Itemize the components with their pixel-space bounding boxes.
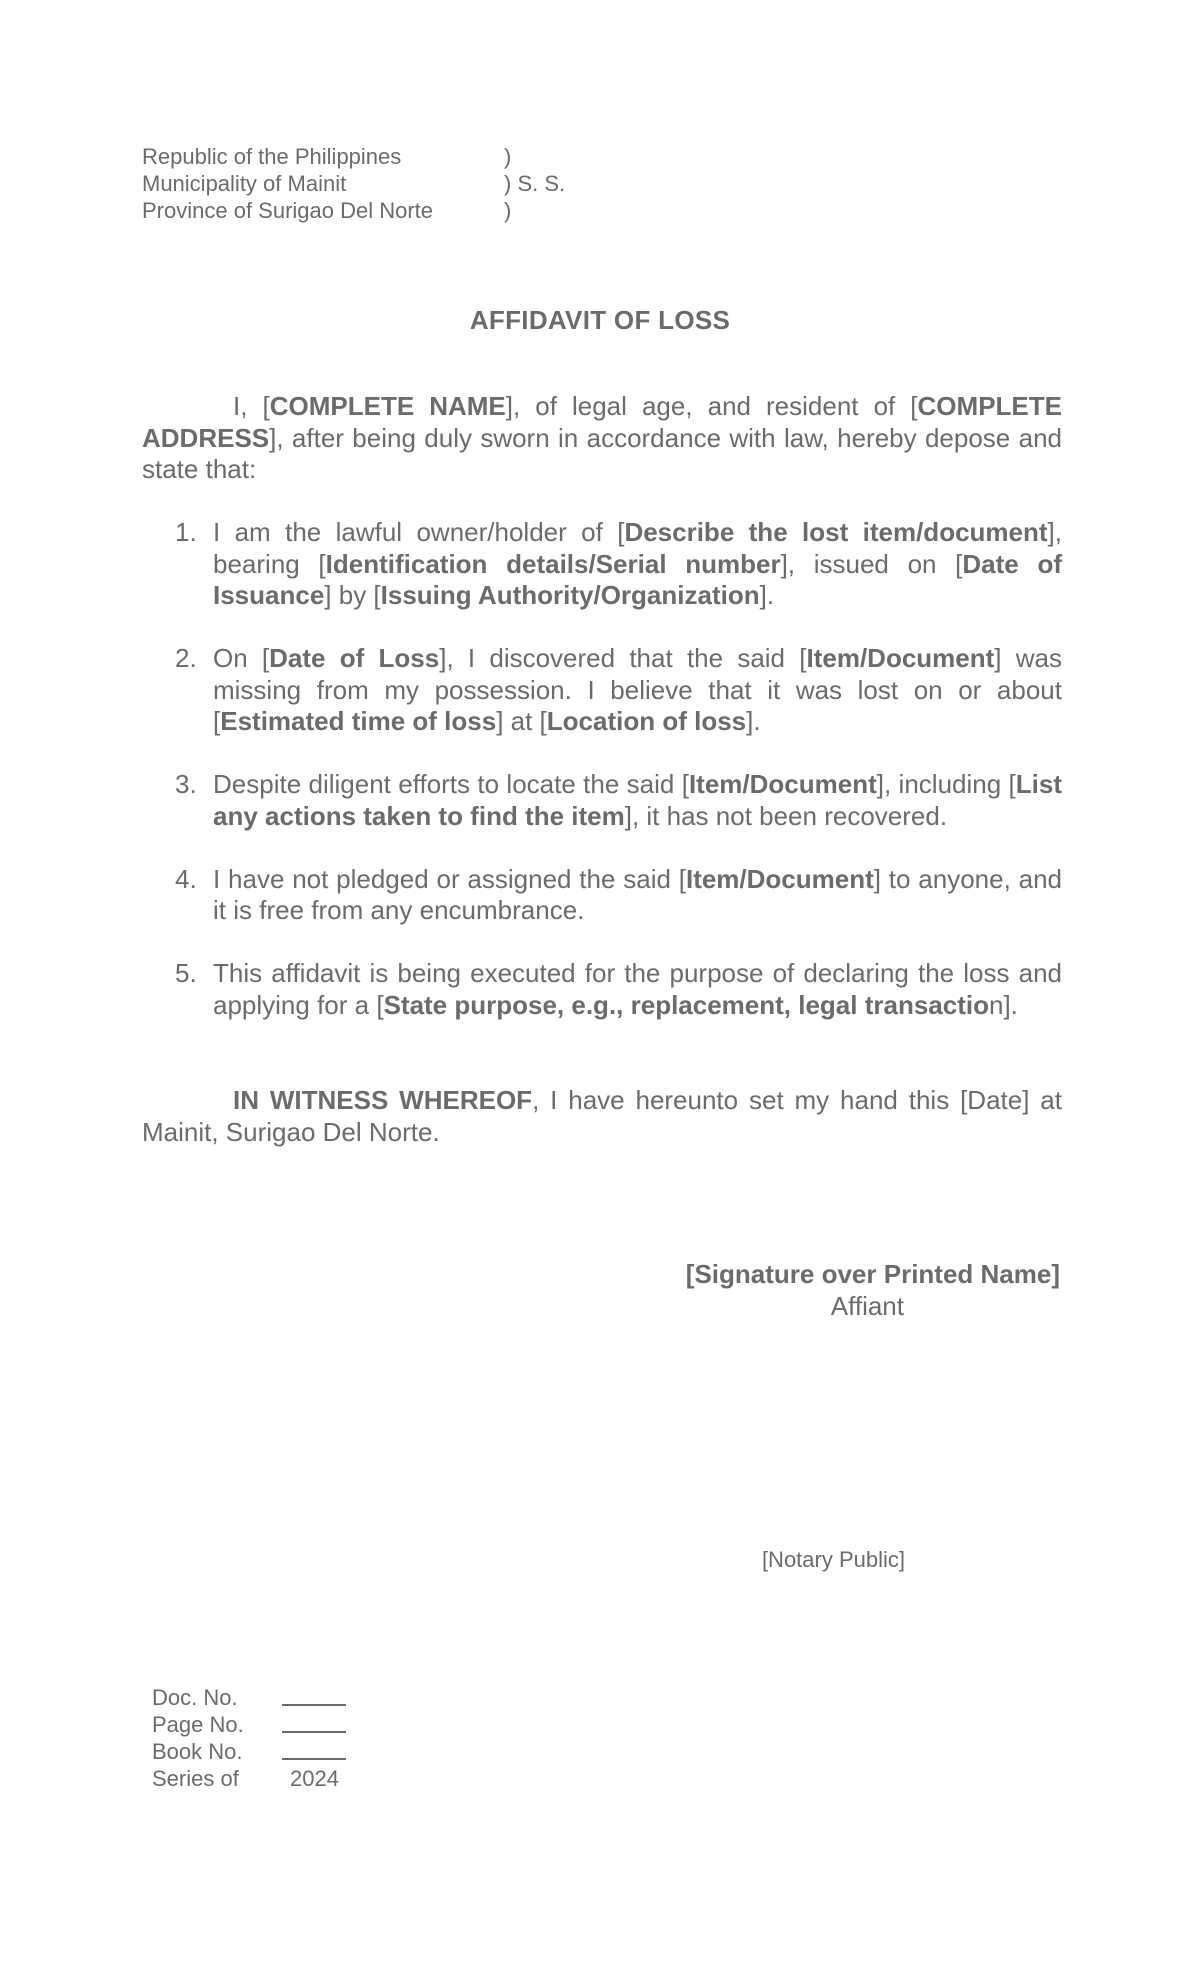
item-placeholder: Issuing Authority/Organization <box>380 580 760 610</box>
intro-paragraph <box>142 391 1062 486</box>
item-text: ], including [ <box>876 769 1016 799</box>
book-no-row <box>152 1738 346 1765</box>
item-placeholder: Estimated time of loss <box>220 706 497 736</box>
item-number: 2. <box>175 643 197 673</box>
venue-mark-ss: ) S. S. <box>504 171 566 196</box>
item-text: ], issued on [ <box>780 548 963 579</box>
item-text: On [ <box>213 643 270 673</box>
item-text: ] by [ <box>324 580 381 610</box>
signature-block <box>600 1259 1060 1322</box>
venue-mark: ) <box>504 144 512 169</box>
item-placeholder: Date of Issuance <box>213 548 1062 610</box>
statement-item <box>142 864 1062 927</box>
address-placeholder: COMPLETE ADDRESS <box>142 391 1062 453</box>
affiant-label: Affiant <box>830 1290 904 1321</box>
item-placeholder: Location of loss <box>546 706 747 736</box>
item-text: I have not pledged or assigned the said [ <box>213 863 686 894</box>
witness-text: , I have hereunto set my hand this [Date] at Mainit, Surigao Del Norte. <box>142 1085 1062 1147</box>
book-no-label: Book No. <box>152 1739 243 1764</box>
doc-no-label: Doc. No. <box>152 1685 238 1710</box>
document-title: AFFIDAVIT OF LOSS <box>469 305 731 335</box>
venue-row <box>142 143 565 170</box>
item-text: ], bearing [ <box>213 517 1062 579</box>
item-text: ] to anyone, and it is free from any encumbrance. <box>213 863 1062 925</box>
statement-item <box>142 958 1062 1021</box>
statement-item <box>142 769 1062 832</box>
witness-lead: IN WITNESS WHEREOF <box>233 1085 533 1115</box>
item-text: ], I discovered that the said [ <box>439 643 807 673</box>
item-placeholder: Item/Document <box>685 863 874 894</box>
doc-no-blank <box>282 1684 346 1706</box>
item-placeholder: State purpose, e.g., replacement, legal transactio <box>383 989 989 1020</box>
book-no-blank <box>282 1738 346 1760</box>
item-number: 1. <box>175 517 197 547</box>
venue-row <box>142 170 565 197</box>
item-text: ] at [ <box>496 706 547 736</box>
intro-text: I, [ <box>233 391 270 421</box>
venue-mark: ) <box>504 198 512 223</box>
item-text: ]. <box>759 580 775 610</box>
venue-republic: Republic of the Philippines <box>142 144 402 169</box>
intro-text: ], after being duly sworn in accordance with law, hereby depose and state that: <box>142 422 1062 484</box>
statement-item <box>142 517 1062 612</box>
statement-item <box>142 643 1062 738</box>
item-number: 4. <box>175 863 197 894</box>
item-placeholder: Date of Loss <box>269 643 440 673</box>
venue-province: Province of Surigao Del Norte <box>142 198 434 223</box>
item-text: ]. <box>746 706 761 736</box>
notarial-register <box>152 1684 346 1792</box>
name-placeholder: COMPLETE NAME <box>269 391 506 421</box>
series-year: 2024 <box>290 1766 339 1791</box>
signature-line: [Signature over Printed Name] <box>685 1259 1060 1289</box>
item-placeholder: Item/Document <box>806 643 995 673</box>
doc-no-row <box>152 1684 346 1711</box>
venue-row <box>142 197 565 224</box>
item-text: ], it has not been recovered. <box>624 800 948 831</box>
series-row <box>152 1765 346 1792</box>
statement-list <box>142 517 1062 1053</box>
page-no-blank <box>282 1711 346 1733</box>
item-placeholder: Item/Document <box>688 769 877 799</box>
item-text: This affidavit is being executed for the purpose of declaring the loss and applying for a [ <box>213 958 1062 1020</box>
page-no-row <box>152 1711 346 1738</box>
item-number: 3. <box>175 769 197 799</box>
item-placeholder: Describe the lost item/document <box>624 517 1048 547</box>
witness-paragraph <box>142 1085 1062 1148</box>
item-number: 5. <box>175 958 197 988</box>
venue-block <box>142 143 565 224</box>
item-text: n]. <box>988 989 1018 1020</box>
item-placeholder: List any actions taken to find the item <box>213 769 1062 831</box>
item-text: Despite diligent efforts to locate the said [ <box>213 769 689 799</box>
page-no-label: Page No. <box>152 1712 244 1737</box>
item-text: I am the lawful owner/holder of [ <box>213 517 625 547</box>
intro-text: ], of legal age, and resident of [ <box>505 391 918 421</box>
series-label: Series of <box>152 1766 239 1791</box>
venue-municipality: Municipality of Mainit <box>142 171 347 196</box>
item-placeholder: Identification details/Serial number <box>325 548 781 579</box>
item-text: ] was missing from my possession. I believe that it was lost on or about [ <box>213 643 1062 736</box>
notary-public-label: [Notary Public] <box>761 1547 905 1572</box>
